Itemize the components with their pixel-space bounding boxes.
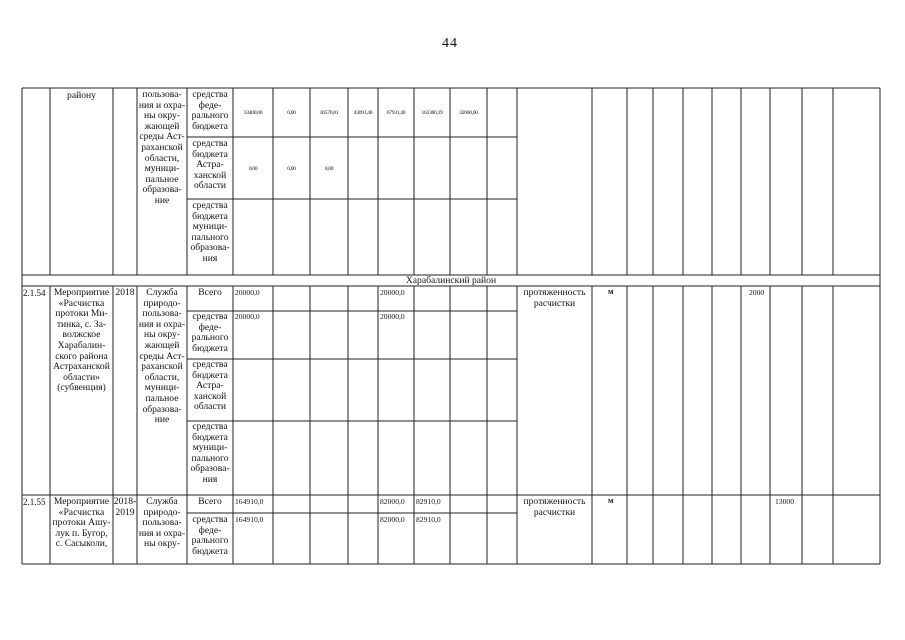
row-name: Мероприятие «Расчистка протоки Ашу- лук п. Бугор, с. Сасыколи, [52, 496, 111, 550]
row-unit: м [608, 287, 614, 296]
row-total-2018: 82000,0 [380, 497, 405, 506]
row-fed-value: 164910,0 [235, 515, 264, 524]
row-total-value: 164910,0 [235, 497, 264, 506]
row-total-2019: 82910,0 [416, 497, 441, 506]
top-fed-v6: 32600,00 [459, 110, 478, 116]
row-executor: Служба природо- пользова- ния и охра- ны окру- жающей среды Аст- раханской области, муници- пальное образова- ние [138, 287, 186, 426]
row-fed-2018: 82000,0 [380, 515, 405, 524]
top-fed-total: 33400,00 [243, 110, 263, 116]
top-mun-label: средства бюджета муници- пального образова- ния [190, 200, 230, 264]
top-fed-v5: 162380,39 [421, 110, 443, 116]
row-target: 13000 [775, 497, 794, 506]
row-total-label: Всего [198, 287, 222, 298]
row-target: 2000 [749, 288, 765, 297]
row-indicator: протяженность расчистки [523, 287, 586, 309]
row-code: 2.1.55 [23, 497, 46, 507]
row-indicator: протяженность расчистки [523, 496, 586, 518]
row-fed-value: 20000,0 [235, 312, 260, 321]
top-name-cell: району [67, 90, 96, 101]
row-fed-2019: 82910,0 [416, 515, 441, 524]
row-obl-label: средства бюджета Астра- ханской области [192, 359, 228, 413]
row-year: 2018 [115, 287, 135, 298]
row-mun-label: средства бюджета муници- пального образова- ния [190, 421, 230, 485]
row-fed-label: средства феде- рального бюджета [191, 311, 229, 354]
row-unit: м [608, 496, 614, 505]
row-code: 2.1.54 [23, 288, 46, 298]
top-obl-total: 0,00 [248, 166, 258, 172]
top-obl-v2: 0,00 [324, 166, 334, 172]
row-name: Мероприятие «Расчистка протоки Ми- тинка, с. За- волжское Харабалин- ского района Астраханской области» (субвенция) [53, 287, 110, 394]
row-year: 2018- 2019 [113, 496, 137, 518]
top-obl-label: средства бюджета Астра- ханской области [192, 138, 228, 192]
top-fed-v3: 43091,40 [353, 110, 373, 116]
district-header: Харабалинский район [405, 275, 497, 286]
page-number: 44 [442, 36, 458, 51]
row-total-label: Всего [198, 496, 222, 507]
top-fed-v4: 67931,40 [386, 110, 406, 116]
top-fed-v1: 0,00 [287, 110, 296, 116]
row-executor: Служба природо- пользова- ния и охра- ны окру- [138, 496, 186, 550]
top-fed-label: средства феде- рального бюджета [191, 89, 229, 132]
top-obl-v1: 0,00 [287, 166, 296, 172]
top-executor-cell: пользова- ния и охра- ны окру- жающей среды Аст- раханской области, муници- пальное образова- ние [138, 89, 186, 206]
top-fed-v2: 30576,81 [319, 110, 339, 116]
row-fed-label: средства феде- рального бюджета [191, 514, 229, 557]
row-total-2018: 20000,0 [380, 288, 405, 297]
row-total-value: 20000,0 [235, 288, 260, 297]
row-fed-2018: 20000,0 [380, 312, 405, 321]
